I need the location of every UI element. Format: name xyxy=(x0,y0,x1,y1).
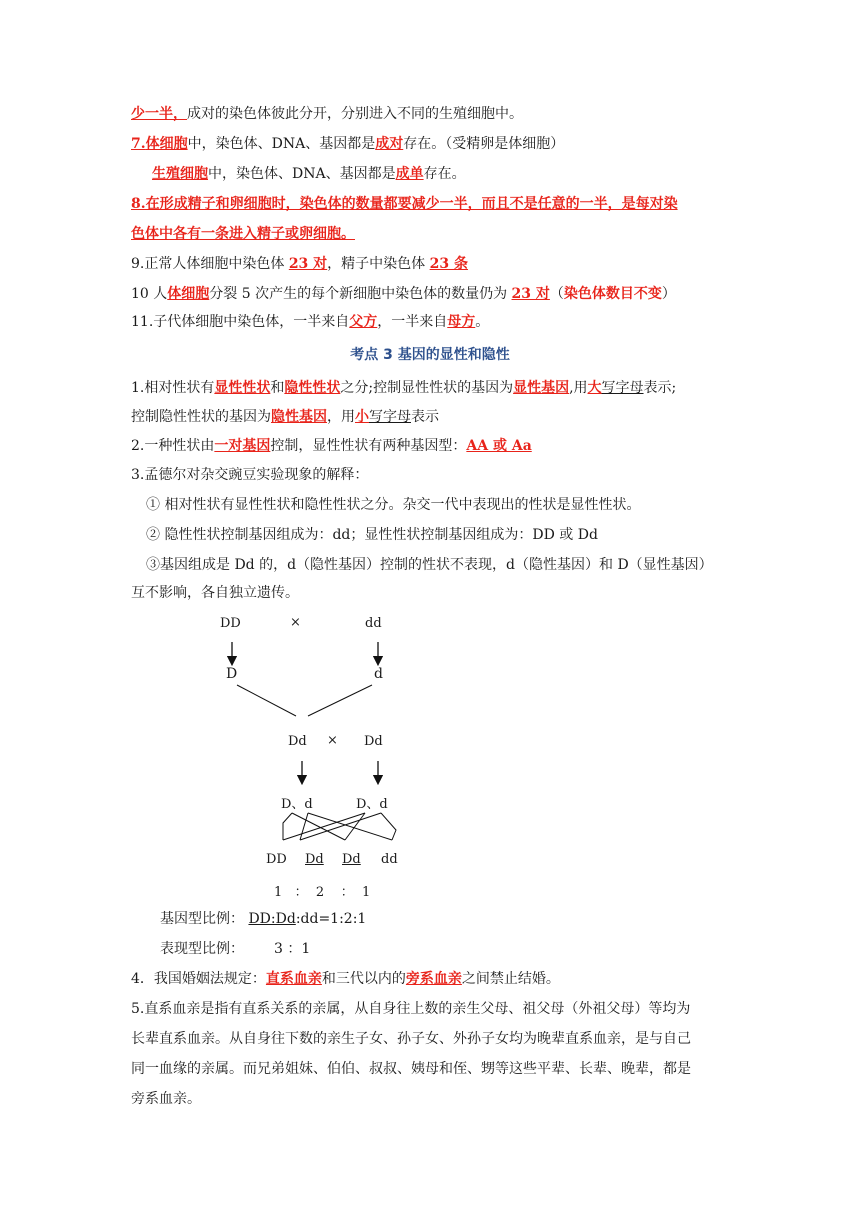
offspring-genotype: Dd xyxy=(305,852,324,867)
key-term: 旁系血亲 xyxy=(405,971,462,987)
offspring-genotype: dd xyxy=(381,852,398,867)
line-text: 控制，显性性状有两种基因型： xyxy=(270,438,467,454)
key-term: 大 xyxy=(587,380,602,396)
key-term: 一对基因 xyxy=(214,438,271,454)
key-term: 直系血亲 xyxy=(265,971,322,987)
line-text: 和 xyxy=(270,380,285,396)
key-term: 成对 xyxy=(375,136,404,152)
line-text: 表示; xyxy=(643,380,677,396)
line-text: 写字母 xyxy=(601,380,644,396)
text-line xyxy=(131,1089,201,1109)
line-text: 分裂 5 次产生的每个新细胞中染色体的数量仍为 xyxy=(209,286,512,302)
line-text: ，一半来自 xyxy=(377,314,448,330)
key-term: 显性基因 xyxy=(513,380,570,396)
offspring-genotype: Dd xyxy=(342,852,361,867)
f1-genotype: Dd xyxy=(288,734,307,749)
line-text: 1.相对性状有 xyxy=(131,380,215,396)
key-term: 染色体数目不变 xyxy=(563,286,662,302)
cross-symbol: × xyxy=(327,733,338,748)
line-text: 之间禁止结婚。 xyxy=(461,971,560,987)
parent-genotype: dd xyxy=(365,616,382,631)
line-text: ① 相对性状有显性性状和隐性性状之分。杂交一代中表现出的性状是显性性状。 xyxy=(146,497,641,513)
line-text: 中，染色体、DNA、基因都是 xyxy=(208,166,396,182)
line-text: 控制隐性性状的基因为 xyxy=(131,409,271,425)
line-text: 长辈直系血亲。从自身往下数的亲生子女、孙子女、外孙子女均为晚辈直系血亲，是与自己 xyxy=(131,1031,691,1047)
key-term: 少一半， xyxy=(131,106,187,122)
line-text: 10 人 xyxy=(131,286,168,302)
ratio-row: 1 ： 2 ： 1 xyxy=(274,885,371,900)
key-term: 隐性性状 xyxy=(284,380,341,396)
key-term: 小 xyxy=(355,409,369,425)
line-text: 写字母 xyxy=(369,409,411,425)
key-term: 显性性状 xyxy=(214,380,271,396)
key-statement: 色体中各有一条进入精子或卵细胞。 xyxy=(131,226,355,242)
key-term: 父方 xyxy=(349,314,378,330)
ratio-label: 表现型比例： xyxy=(160,941,244,957)
item-number: 7. xyxy=(131,136,146,152)
line-text: 存在。 xyxy=(423,166,466,182)
line-text: 3.孟德尔对杂交豌豆实验现象的解释： xyxy=(131,467,369,483)
genotype-ratio-line xyxy=(160,909,366,929)
gametes: D、d xyxy=(281,797,313,812)
gametes: D、d xyxy=(356,797,388,812)
f1-genotype: Dd xyxy=(364,734,383,749)
line-text: ） xyxy=(661,286,676,302)
key-term: 23 条 xyxy=(429,256,468,272)
line-text: 11.子代体细胞中染色体，一半来自 xyxy=(131,314,350,330)
line-text: 4．我国婚姻法规定： xyxy=(131,971,266,987)
key-term: 体细胞 xyxy=(167,286,210,302)
line-text: ③基因组成是 Dd 的，d（隐性基因）控制的性状不表现，d（隐性基因）和 D（显性基因） xyxy=(146,557,713,573)
combine-line xyxy=(308,685,372,716)
line-text: 。 xyxy=(475,314,490,330)
key-term: 23 对 xyxy=(288,256,328,272)
key-term: 生殖细胞 xyxy=(152,166,208,182)
line-text: 表示 xyxy=(411,409,439,425)
line-text: 9.正常人体细胞中染色体 xyxy=(131,256,289,272)
text-line xyxy=(131,969,560,989)
line-text: （ xyxy=(549,286,564,302)
ratio-label: 基因型比例： xyxy=(160,911,244,927)
line-text: 中，染色体、DNA、基因都是 xyxy=(187,136,376,152)
line-text: 5.直系血亲是指有直系关系的亲属，从自身往上数的亲生父母、祖父母（外祖父母）等均为 xyxy=(131,1001,691,1017)
combine-line xyxy=(237,685,296,716)
key-statement: 8.在形成精子和卵细胞时，染色体的数量都要减少一半，而且不是任意的一半，是每对染 xyxy=(131,196,678,212)
gamete: d xyxy=(374,666,383,682)
ratio-value: 3 ：1 xyxy=(274,941,311,957)
offspring-genotype: DD xyxy=(266,852,287,867)
phenotype-ratio-line xyxy=(160,939,310,959)
line-text: 互不影响，各自独立遗传。 xyxy=(131,585,299,601)
parent-genotype: DD xyxy=(220,616,241,631)
key-term: 母方 xyxy=(447,314,476,330)
key-term: 23 对 xyxy=(511,286,550,302)
line-text: 和三代以内的 xyxy=(321,971,406,987)
ratio-value: :dd=1:2:1 xyxy=(295,911,367,927)
key-term: AA 或 Aa xyxy=(466,438,532,454)
line-text: 存在。（受精卵是体细胞） xyxy=(403,136,565,152)
line-text: ，用 xyxy=(327,409,355,425)
key-term: 隐性基因 xyxy=(271,409,327,425)
section-heading: 考点 3 基因的显性和隐性 xyxy=(350,347,510,363)
key-term: 体细胞 xyxy=(145,136,188,152)
text-line xyxy=(131,1059,691,1079)
punnett-lines xyxy=(283,813,396,840)
line-text: ，精子中染色体 xyxy=(327,256,430,272)
line-text: 之分;控制显性性状的基因为 xyxy=(340,380,514,396)
ratio-value: DD:Dd xyxy=(248,911,296,927)
cross-symbol: × xyxy=(290,615,301,630)
line-text: 同一血缘的亲属。而兄弟姐妹、伯伯、叔叔、姨母和侄、甥等这些平辈、长辈、晚辈，都是 xyxy=(131,1061,691,1077)
gamete: D xyxy=(226,666,238,682)
key-term: 成单 xyxy=(395,166,424,182)
text-line xyxy=(131,999,690,1019)
line-text: 成对的染色体彼此分开，分别进入不同的生殖细胞中。 xyxy=(187,106,523,122)
text-line xyxy=(131,1029,691,1049)
line-text: 旁系血亲。 xyxy=(131,1091,201,1107)
line-text: 2.一种性状由 xyxy=(131,438,215,454)
line-text: ,用 xyxy=(569,380,588,396)
line-text: ② 隐性性状控制基因组成为：dd；显性性状控制基因组成为：DD 或 Dd xyxy=(146,527,598,543)
